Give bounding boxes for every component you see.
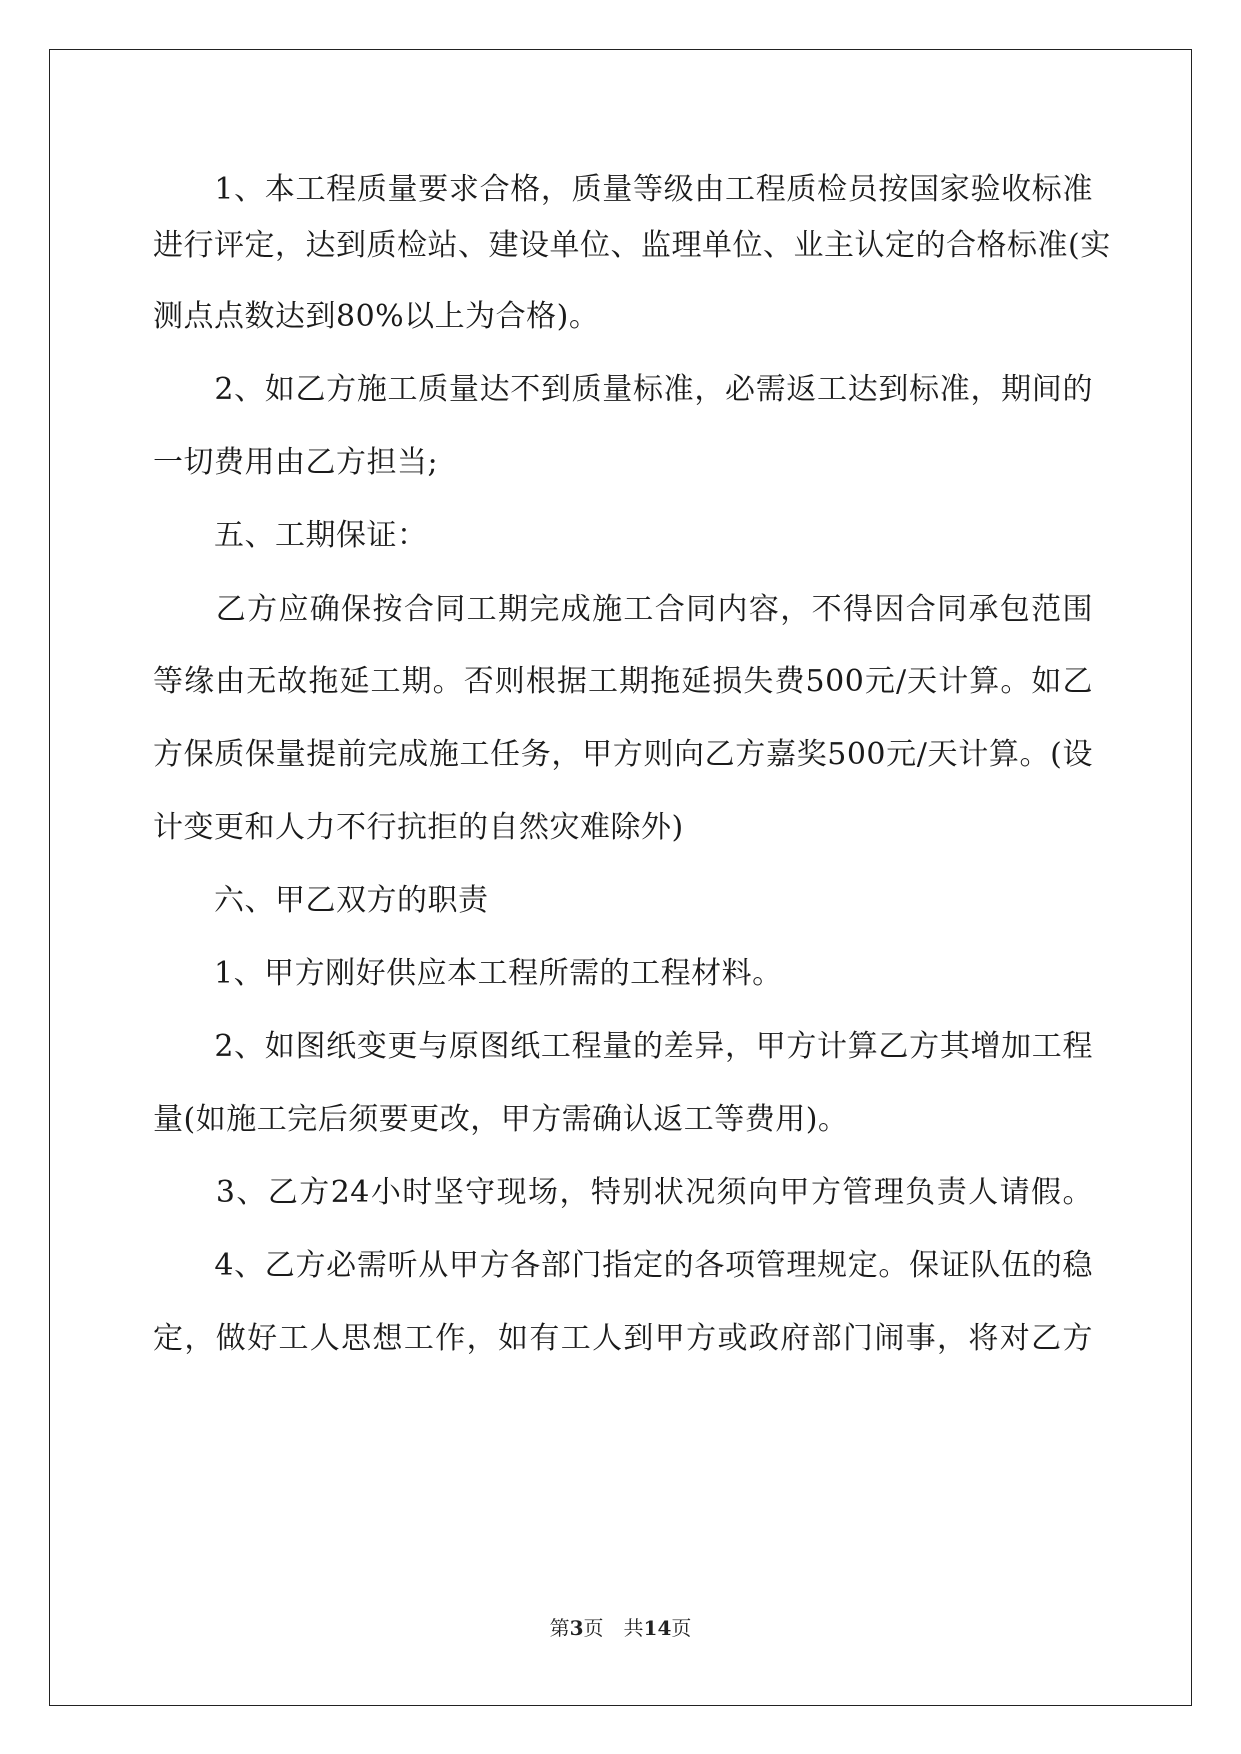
text-line: 1、甲方刚好供应本工程所需的工程材料。 [153,956,783,991]
text-line: 方保质保量提前完成施工任务，甲方则向乙方嘉奖500元/天计算。(设 [153,737,1093,772]
text-line: 2、如图纸变更与原图纸工程量的差异，甲方计算乙方其增加工程 [153,1029,1093,1064]
text-line: 一切费用由乙方担当; [153,445,439,480]
text-line: 2、如乙方施工质量达不到质量标准，必需返工达到标准，期间的 [153,372,1093,407]
text-line: 3、乙方24小时坚守现场，特别状况须向甲方管理负责人请假。 [153,1175,1093,1210]
text-line: 测点点数达到80%以上为合格)。 [153,299,600,334]
current-page-number: 3 [569,1616,584,1640]
footer-page-suffix: 页 [583,1616,604,1640]
text-line: 计变更和人力不行抗拒的自然灾难除外) [153,810,684,845]
footer-total-prefix: 共 [623,1616,644,1640]
text-line: 等缘由无故拖延工期。否则根据工期拖延损失费500元/天计算。如乙 [153,664,1093,699]
total-page-count: 14 [643,1616,672,1640]
section-heading: 五、工期保证： [153,518,428,553]
text-line: 乙方应确保按合同工期完成施工合同内容，不得因合同承包范围 [153,592,1093,627]
page-footer [0,1616,1241,1640]
text-line: 1、本工程质量要求合格，质量等级由工程质检员按国家验收标准 [153,172,1093,207]
text-line: 4、乙方必需听从甲方各部门指定的各项管理规定。保证队伍的稳 [153,1248,1093,1283]
text-line: 量(如施工完后须要更改，甲方需确认返工等费用)。 [153,1102,849,1137]
text-line: 定，做好工人思想工作，如有工人到甲方或政府部门闹事，将对乙方 [153,1321,1093,1356]
text-line: 进行评定，达到质检站、建设单位、监理单位、业主认定的合格标准(实 [153,228,1111,263]
footer-total-suffix: 页 [671,1616,692,1640]
section-heading: 六、甲乙双方的职责 [153,883,489,918]
footer-prefix: 第 [549,1616,570,1640]
